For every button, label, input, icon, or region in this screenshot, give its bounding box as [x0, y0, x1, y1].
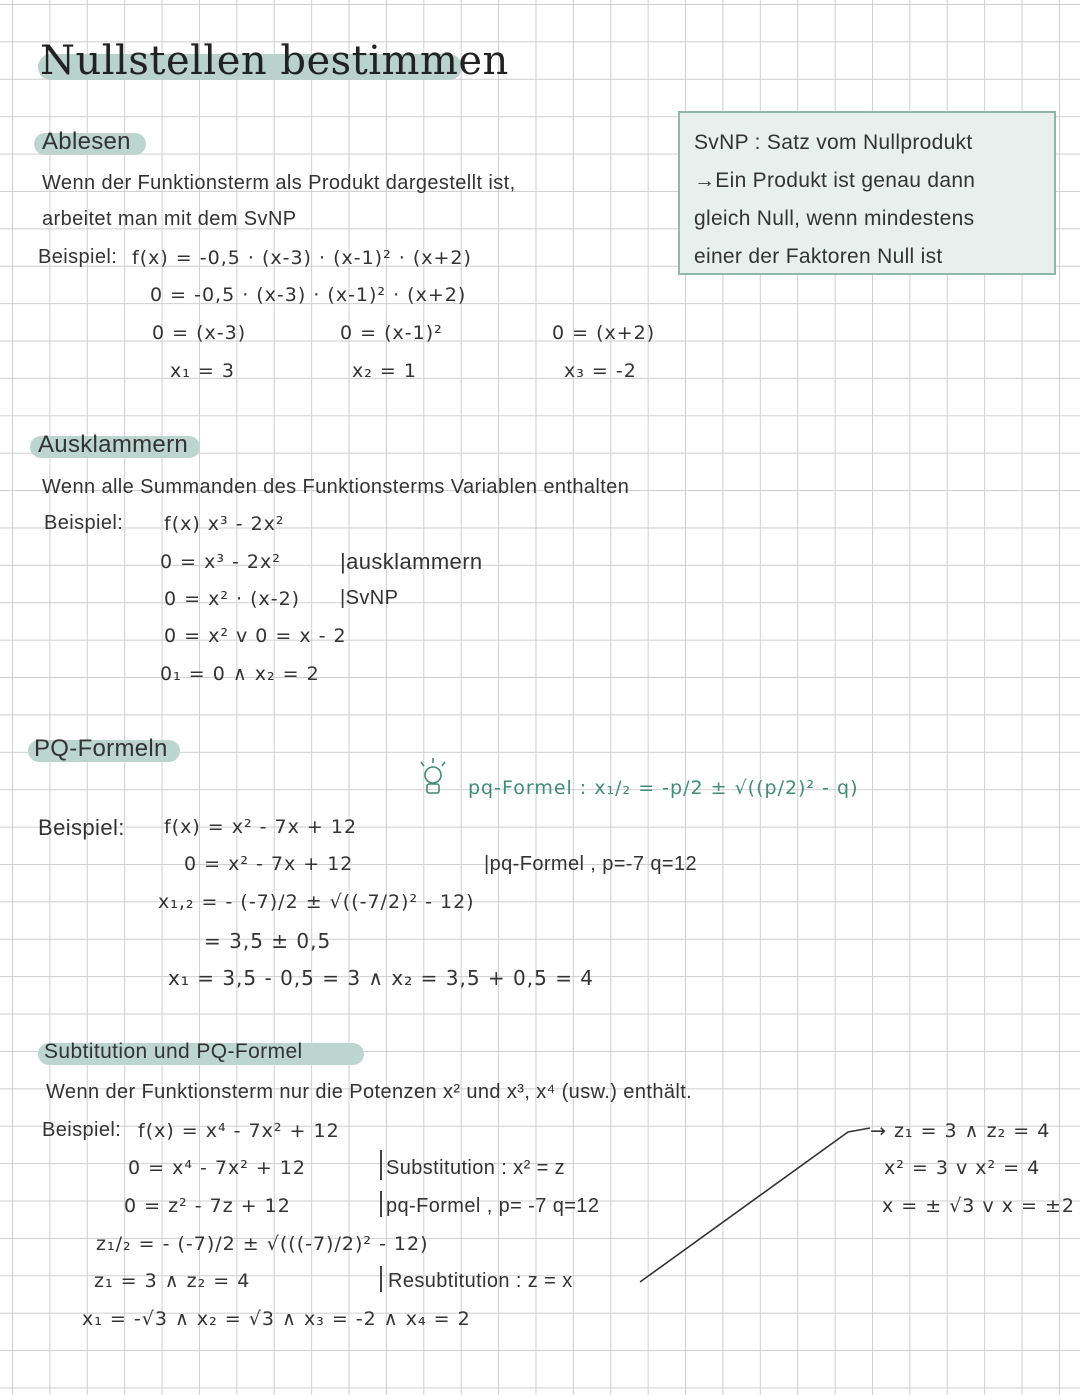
pq-eq-5: x₁ = 3,5 - 0,5 = 3 ∧ x₂ = 3,5 + 0,5 = 4 — [168, 966, 595, 990]
subst-line-1: Wenn der Funktionsterm nur die Potenzen x² und x³, x⁴ (usw.) enthält. — [46, 1081, 693, 1103]
subst-divider-1 — [380, 1150, 382, 1180]
ablesen-line-1: Wenn der Funktionsterm als Produkt dargestellt ist, — [42, 172, 516, 194]
subst-connector-line — [640, 1128, 870, 1282]
ausklammern-eq-4: 0 = x² v 0 = x - 2 — [164, 625, 347, 647]
lightbulb-icon — [421, 758, 445, 793]
pq-eq-4: = 3,5 ± 0,5 — [204, 929, 332, 953]
box-line-3: gleich Null, wenn mindestens — [694, 207, 975, 230]
subst-side-2: x² = 3 v x² = 4 — [884, 1157, 1041, 1179]
ablesen-factor-2: 0 = (x-1)² — [340, 322, 443, 344]
subst-divider-2 — [380, 1191, 382, 1217]
ablesen-result-1: x₁ = 3 — [170, 360, 235, 382]
subst-eq-5: z₁ = 3 ∧ z₂ = 4 — [94, 1270, 251, 1292]
subst-note-2: Substitution : x² = z — [386, 1157, 566, 1179]
ausklammern-eq-2: 0 = x³ - 2x² — [160, 551, 281, 573]
subst-note-3: pq-Formel , p= -7 q=12 — [386, 1195, 600, 1217]
subst-eq-3: 0 = z² - 7z + 12 — [124, 1195, 291, 1217]
ausklammern-eq-1: f(x) x³ - 2x² — [164, 513, 285, 535]
subst-heading: Subtitution und PQ-Formel — [44, 1040, 303, 1063]
pq-formula: pq-Formel : x₁/₂ = -p/2 ± √((p/2)² - q) — [468, 777, 859, 799]
pq-heading: PQ-Formeln — [34, 735, 168, 762]
ausklammern-line-1: Wenn alle Summanden des Funktionsterms Variablen enthalten — [42, 476, 630, 498]
ablesen-result-2: x₂ = 1 — [352, 360, 417, 382]
pq-eq-3: x₁,₂ = - (-7)/2 ± √((-7/2)² - 12) — [158, 891, 475, 913]
subst-example-label: Beispiel: — [42, 1119, 122, 1141]
ablesen-factor-1: 0 = (x-3) — [152, 322, 247, 344]
ausklammern-note-2: |ausklammern — [340, 549, 483, 574]
page-title: Nullstellen bestimmen — [40, 38, 509, 84]
pq-example-label: Beispiel: — [38, 815, 125, 840]
subst-eq-1: f(x) = x⁴ - 7x² + 12 — [138, 1120, 340, 1142]
ablesen-factor-3: 0 = (x+2) — [552, 322, 656, 344]
ablesen-result-3: x₃ = -2 — [564, 360, 637, 382]
ausklammern-example-label: Beispiel: — [44, 512, 124, 534]
subst-eq-2: 0 = x⁴ - 7x² + 12 — [128, 1157, 307, 1179]
pq-eq-2: 0 = x² - 7x + 12 — [184, 853, 354, 875]
ablesen-example-label: Beispiel: — [38, 246, 118, 268]
pq-eq-1: f(x) = x² - 7x + 12 — [164, 816, 358, 838]
subst-note-5: Resubtitution : z = x — [388, 1270, 573, 1292]
pq-note-2: |pq-Formel , p=-7 q=12 — [484, 853, 697, 875]
subst-eq-6: x₁ = -√3 ∧ x₂ = √3 ∧ x₃ = -2 ∧ x₄ = 2 — [82, 1308, 471, 1330]
ausklammern-note-3: |SvNP — [340, 587, 399, 609]
box-line-1: SvNP : Satz vom Nullprodukt — [694, 131, 973, 154]
ablesen-heading: Ablesen — [42, 128, 131, 155]
subst-eq-4: z₁/₂ = - (-7)/2 ± √(((-7)/2)² - 12) — [96, 1233, 429, 1255]
subst-divider-3 — [380, 1266, 382, 1292]
ablesen-line-2: arbeitet man mit dem SvNP — [42, 208, 297, 230]
ausklammern-eq-5: 0₁ = 0 ∧ x₂ = 2 — [160, 663, 320, 685]
box-line-4: einer der Faktoren Null ist — [694, 245, 943, 268]
ablesen-eq-1: f(x) = -0,5 · (x-3) · (x-1)² · (x+2) — [132, 247, 472, 269]
ausklammern-heading: Ausklammern — [38, 431, 189, 458]
subst-side-1: → z₁ = 3 ∧ z₂ = 4 — [870, 1120, 1051, 1142]
ablesen-eq-2: 0 = -0,5 · (x-3) · (x-1)² · (x+2) — [150, 284, 467, 306]
ausklammern-eq-3: 0 = x² · (x-2) — [164, 588, 301, 610]
subst-side-3: x = ± √3 v x = ±2 — [882, 1195, 1075, 1217]
box-line-2: →Ein Produkt ist genau dann — [694, 169, 976, 192]
